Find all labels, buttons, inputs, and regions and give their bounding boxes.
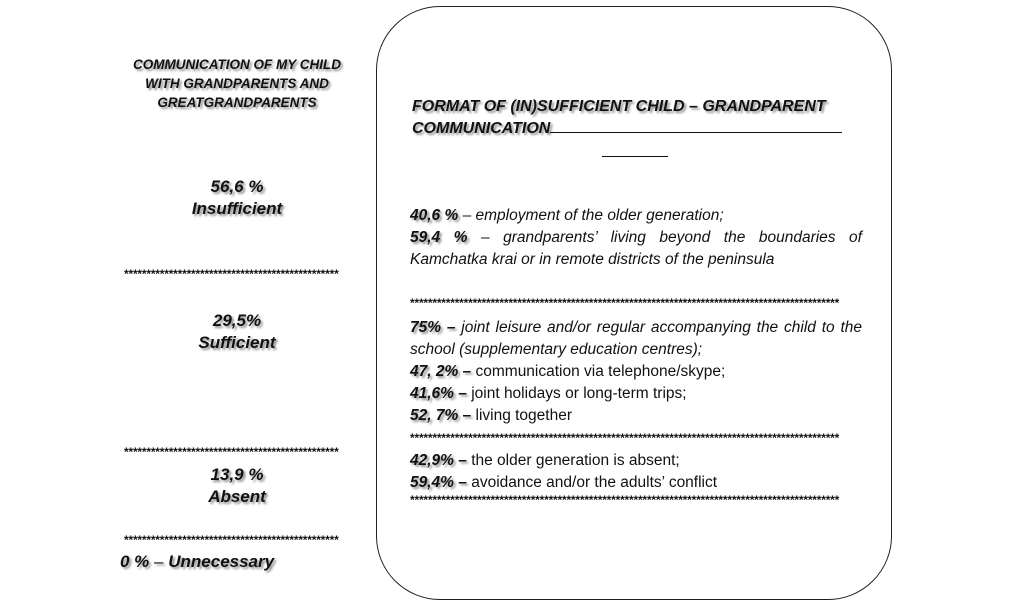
insufficient-item [410, 205, 862, 227]
right-separator-1: ************************************************************************************************ [410, 297, 840, 309]
stat-sufficient-label: Sufficient [198, 333, 276, 352]
item-value: 59,4 % [410, 229, 468, 246]
right-separator-3: ************************************************************************************************ [410, 494, 840, 506]
item-text: avoidance and/or the adults’ conflict [466, 474, 718, 491]
left-separator-2: ************************************************ [124, 446, 339, 458]
stat-unnecessary-dash: – [154, 552, 164, 571]
left-separator-3: ************************************************ [124, 534, 339, 546]
item-value: 41,6% – [410, 385, 467, 402]
insufficient-item [410, 227, 862, 271]
item-text: joint holidays or long-term trips; [466, 385, 687, 402]
item-text: – employment of the older generation; [458, 207, 724, 224]
item-value: 52, 7% – [410, 407, 472, 424]
stat-sufficient [112, 310, 362, 354]
item-text: communication via telephone/skype; [471, 363, 726, 380]
stat-unnecessary [120, 552, 274, 572]
header-underline-2 [602, 156, 668, 157]
absent-group [410, 450, 862, 494]
item-text: living together [471, 407, 572, 424]
stat-unnecessary-percent: 0 % [120, 552, 150, 571]
right-separator-2: ************************************************************************************************ [410, 432, 840, 444]
sufficient-item [410, 317, 862, 361]
stat-unnecessary-label: Unnecessary [168, 552, 275, 571]
item-value: 47, 2% – [410, 363, 472, 380]
item-value: 59,4% – [410, 474, 467, 491]
right-header [412, 96, 864, 140]
left-separator-1: ************************************************ [124, 268, 339, 280]
stat-absent [112, 464, 362, 508]
item-value: 40,6 % [410, 207, 459, 224]
left-header: COMMUNICATION OF MY CHILD WITH GRANDPARENTS AND GREATGRANDPARENTS [133, 57, 341, 110]
header-underline [550, 118, 842, 133]
sufficient-item [410, 361, 862, 383]
right-header-text: FORMAT OF (IN)SUFFICIENT CHILD – GRANDPARENT COMMUNICATION [412, 98, 826, 137]
item-text: joint leisure and/or regular accompanying the child to the school (supplementary education centres); [410, 319, 862, 358]
stat-insufficient-label: Insufficient [191, 199, 283, 218]
item-text: the older generation is absent; [466, 452, 680, 469]
stat-absent-label: Absent [208, 487, 266, 506]
item-value: 75% – [410, 319, 456, 336]
sufficient-item [410, 405, 862, 427]
stat-insufficient [112, 176, 362, 220]
sufficient-item [410, 383, 862, 405]
item-value: 42,9% – [410, 452, 467, 469]
sufficient-group [410, 317, 862, 427]
insufficient-group [410, 205, 862, 271]
stat-sufficient-percent: 29,5% [212, 311, 262, 330]
stat-absent-percent: 13,9 % [210, 465, 264, 484]
absent-item [410, 450, 862, 472]
absent-item [410, 472, 862, 494]
item-text: – grandparents’ living beyond the boundaries of Kamchatka krai or in remote districts of the peninsula [410, 229, 862, 268]
stat-insufficient-percent: 56,6 % [210, 177, 264, 196]
